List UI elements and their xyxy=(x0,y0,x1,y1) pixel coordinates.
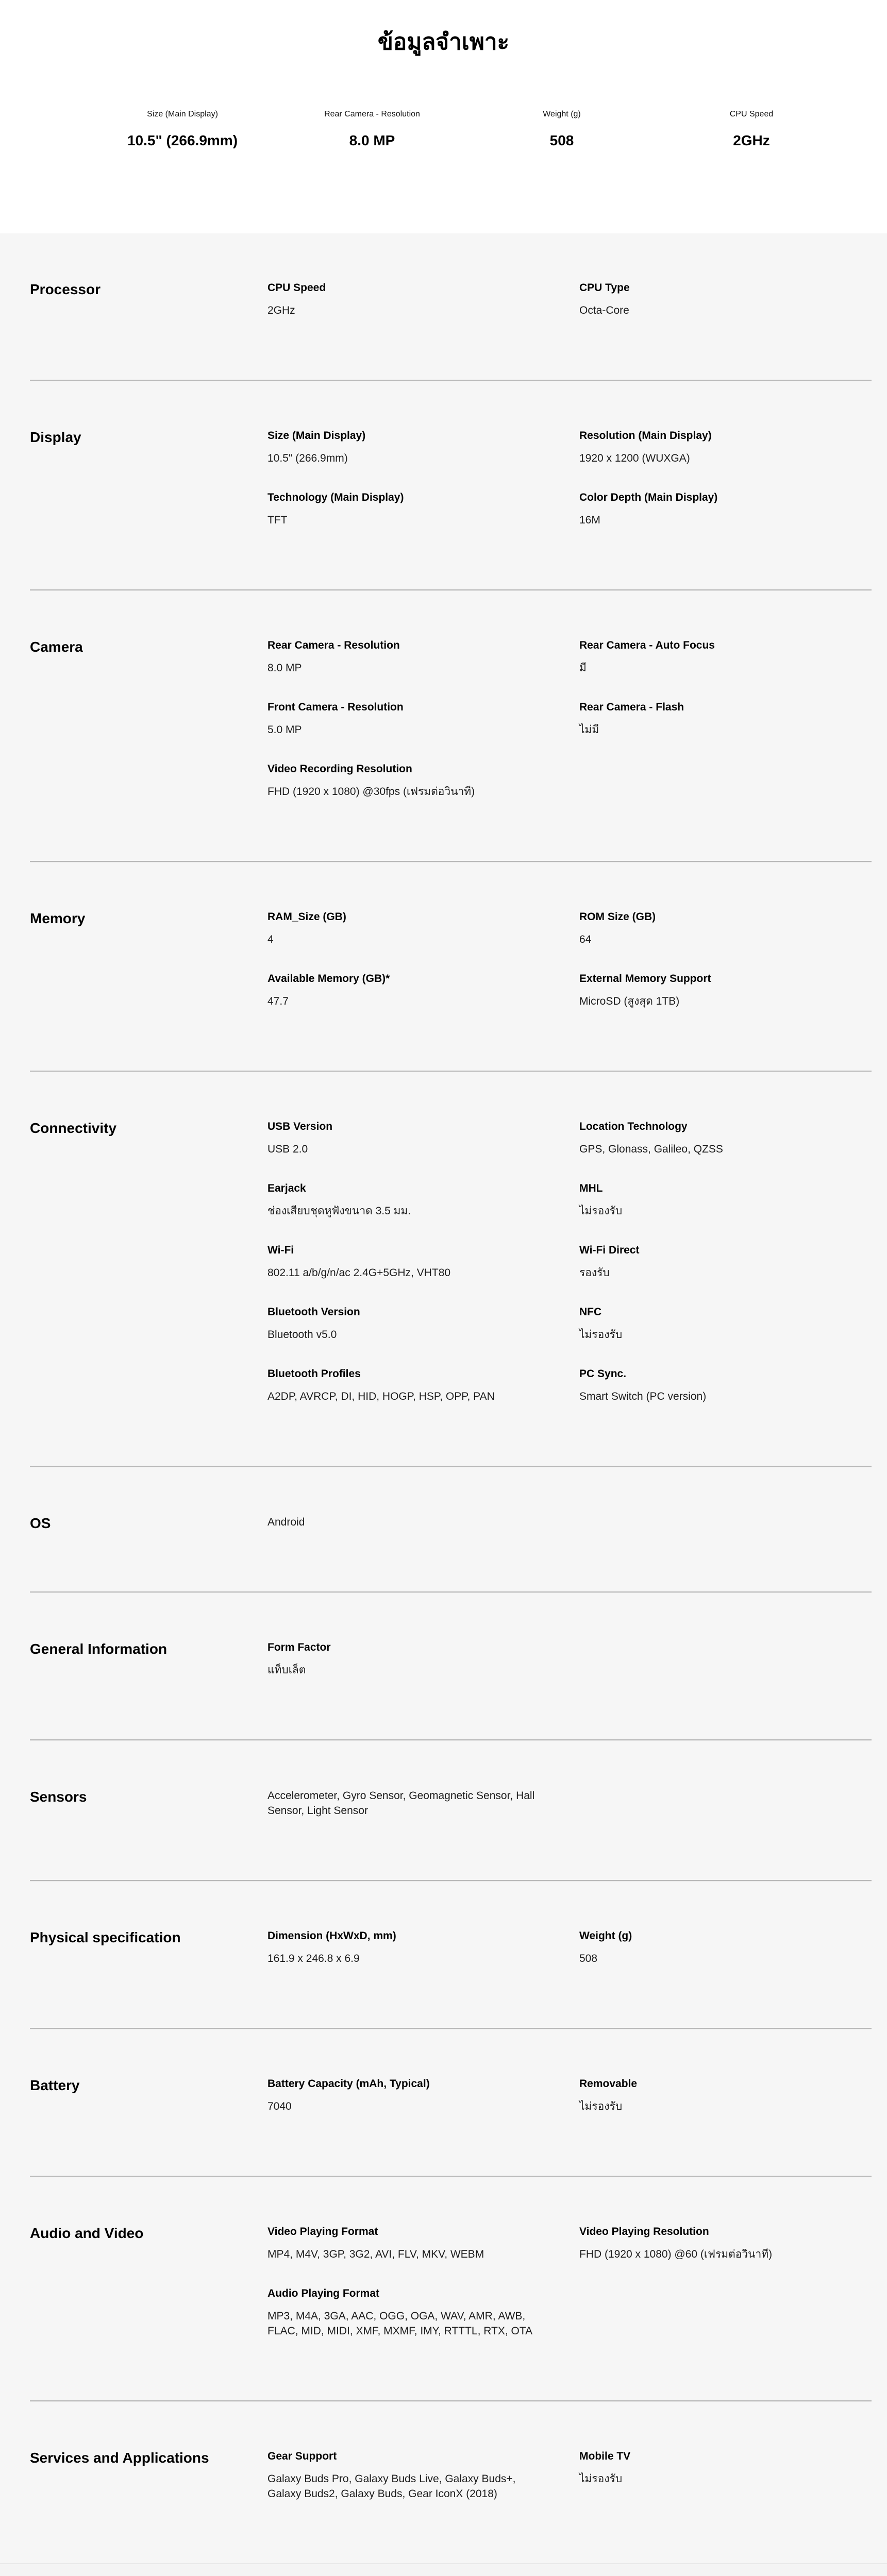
spec-value: ไม่รองรับ xyxy=(579,1205,623,1217)
spec-item xyxy=(267,490,579,528)
spec-label: Removable xyxy=(579,2078,638,2090)
spec-section xyxy=(0,381,887,589)
spec-item xyxy=(579,2077,872,2114)
section-title: Camera xyxy=(30,639,83,655)
spec-value: A2DP, AVRCP, DI, HID, HOGP, HSP, OPP, PAN xyxy=(267,1391,495,1402)
section-title: Processor xyxy=(30,281,101,297)
spec-section xyxy=(0,1467,887,1591)
spec-value: Smart Switch (PC version) xyxy=(579,1391,707,1402)
section-body xyxy=(267,1515,872,1554)
spec-item xyxy=(267,1640,579,1677)
spec-item xyxy=(267,1929,579,1966)
section-title: Audio and Video xyxy=(30,2225,144,2241)
spec-value: มี xyxy=(579,662,587,674)
spec-value: 8.0 MP xyxy=(267,662,302,674)
spec-section xyxy=(0,1072,887,1466)
spec-value: FHD (1920 x 1080) @60 (เฟรมต่อวินาที) xyxy=(579,2248,773,2260)
section-body xyxy=(267,281,872,343)
spec-label: Video Playing Resolution xyxy=(579,2226,709,2238)
section-title: Memory xyxy=(30,910,86,926)
section-body xyxy=(267,2225,872,2363)
highlight-label: Rear Camera - Resolution xyxy=(324,110,420,118)
spec-section xyxy=(0,1882,887,2028)
spec-item xyxy=(579,1367,872,1404)
spec-value: 4 xyxy=(267,934,274,945)
spec-value: 64 xyxy=(579,934,592,945)
spec-value: 161.9 x 246.8 x 6.9 xyxy=(267,1953,360,1964)
spec-item xyxy=(267,281,579,318)
spec-section xyxy=(0,862,887,1071)
highlight-value: 508 xyxy=(549,132,574,148)
spec-label: NFC xyxy=(579,1306,602,1318)
section-body xyxy=(267,1640,872,1702)
spec-label: CPU Speed xyxy=(267,282,326,294)
spec-label: RAM_Size (GB) xyxy=(267,911,346,923)
spec-value: Android xyxy=(267,1516,305,1528)
spec-value: 47.7 xyxy=(267,995,289,1007)
section-body xyxy=(267,2449,872,2526)
highlight-item xyxy=(277,109,467,149)
spec-section xyxy=(0,1593,887,1739)
spec-label: Audio Playing Format xyxy=(267,2287,380,2299)
spec-item xyxy=(267,1181,579,1218)
spec-item xyxy=(579,1929,872,1966)
section-title: Physical specification xyxy=(30,1929,181,1945)
spec-value: ช่องเสียบชุดหูฟังขนาด 3.5 มม. xyxy=(267,1205,411,1217)
spec-label: Earjack xyxy=(267,1182,306,1194)
spec-label: Technology (Main Display) xyxy=(267,492,404,503)
spec-value: Galaxy Buds Pro, Galaxy Buds Live, Galaxy Buds+, Galaxy Buds2, Galaxy Buds, Gear IconX (2018) xyxy=(267,2473,516,2500)
spec-item xyxy=(267,2225,579,2262)
spec-label: External Memory Support xyxy=(579,973,711,985)
section-title: Battery xyxy=(30,2077,80,2093)
spec-item xyxy=(267,1120,579,1157)
spec-item xyxy=(267,972,579,1009)
spec-item xyxy=(267,638,579,675)
spec-label: Color Depth (Main Display) xyxy=(579,492,718,503)
spec-value: 5.0 MP xyxy=(267,724,302,736)
spec-item xyxy=(579,1243,872,1280)
section-body xyxy=(267,429,872,552)
spec-item xyxy=(579,2225,872,2262)
section-title: General Information xyxy=(30,1641,168,1657)
spec-label: PC Sync. xyxy=(579,1368,627,1380)
spec-value: 1920 x 1200 (WUXGA) xyxy=(579,452,690,464)
spec-label: Video Playing Format xyxy=(267,2226,378,2238)
spec-section xyxy=(0,591,887,861)
page-title: ข้อมูลจำเพาะ xyxy=(377,29,510,55)
highlight-item xyxy=(657,109,846,149)
spec-value: แท็บเล็ต xyxy=(267,1664,306,1676)
highlight-value: 2GHz xyxy=(733,132,770,148)
spec-item xyxy=(579,638,872,675)
section-title: Services and Applications xyxy=(30,2450,209,2466)
highlight-label: Size (Main Display) xyxy=(147,110,218,118)
spec-value: MP4, M4V, 3GP, 3G2, AVI, FLV, MKV, WEBM xyxy=(267,2248,484,2260)
spec-item xyxy=(579,429,872,466)
spec-label: ROM Size (GB) xyxy=(579,911,656,923)
spec-label: USB Version xyxy=(267,1121,333,1132)
spec-value: รองรับ xyxy=(579,1267,610,1279)
spec-label: Bluetooth Profiles xyxy=(267,1368,361,1380)
spec-section xyxy=(0,2177,887,2400)
spec-hero xyxy=(0,0,887,233)
spec-label: Rear Camera - Flash xyxy=(579,701,684,713)
spec-item xyxy=(579,281,872,318)
spec-label: Bluetooth Version xyxy=(267,1306,360,1318)
section-body xyxy=(267,638,872,824)
spec-value: USB 2.0 xyxy=(267,1143,308,1155)
spec-value: MicroSD (สูงสุด 1TB) xyxy=(579,995,680,1007)
spec-label: Rear Camera - Resolution xyxy=(267,639,400,651)
highlight-item xyxy=(467,109,657,149)
spec-item xyxy=(267,2449,579,2501)
section-title: Connectivity xyxy=(30,1120,117,1136)
spec-label: Weight (g) xyxy=(579,1930,632,1942)
spec-label: Gear Support xyxy=(267,2450,337,2462)
spec-section xyxy=(0,2402,887,2563)
spec-value: 7040 xyxy=(267,2100,292,2112)
spec-item xyxy=(579,1120,872,1157)
highlight-label: Weight (g) xyxy=(543,110,581,118)
spec-item xyxy=(579,700,872,737)
spec-item xyxy=(267,429,579,466)
spec-value: ไม่มี xyxy=(579,724,599,736)
spec-label: Video Recording Resolution xyxy=(267,763,412,775)
spec-label: Form Factor xyxy=(267,1641,331,1653)
highlight-value: 10.5" (266.9mm) xyxy=(127,132,238,148)
spec-table xyxy=(0,233,887,2563)
spec-label: MHL xyxy=(579,1182,603,1194)
section-body xyxy=(267,2077,872,2139)
spec-value: GPS, Glonass, Galileo, QZSS xyxy=(579,1143,723,1155)
spec-value: MP3, M4A, 3GA, AAC, OGG, OGA, WAV, AMR, AWB, FLAC, MID, MIDI, XMF, MXMF, IMY, RTTTL, RTX, OTA xyxy=(267,2310,533,2337)
spec-value: TFT xyxy=(267,514,288,526)
spec-item xyxy=(267,2286,579,2338)
spec-value: 802.11 a/b/g/n/ac 2.4G+5GHz, VHT80 xyxy=(267,1267,451,1279)
highlight-row xyxy=(0,109,887,149)
highlight-label: CPU Speed xyxy=(729,110,774,118)
spec-item xyxy=(267,1243,579,1280)
spec-item xyxy=(267,1788,579,1818)
spec-label: Rear Camera - Auto Focus xyxy=(579,639,715,651)
section-body xyxy=(267,1929,872,1991)
spec-label: Wi-Fi xyxy=(267,1244,294,1256)
section-title: Display xyxy=(30,429,81,445)
section-body xyxy=(267,1788,872,1843)
spec-label: Available Memory (GB)* xyxy=(267,973,390,985)
spec-item xyxy=(579,972,872,1009)
spec-label: Location Technology xyxy=(579,1121,688,1132)
section-title: OS xyxy=(30,1515,51,1531)
highlight-value: 8.0 MP xyxy=(349,132,395,148)
spec-label: Wi-Fi Direct xyxy=(579,1244,640,1256)
footer-strip xyxy=(0,2564,887,2576)
section-title: Sensors xyxy=(30,1789,87,1805)
spec-item xyxy=(267,2077,579,2114)
spec-label: Mobile TV xyxy=(579,2450,631,2462)
spec-item xyxy=(267,1367,579,1404)
spec-item xyxy=(267,1515,579,1530)
spec-value: 2GHz xyxy=(267,304,295,316)
spec-section xyxy=(0,233,887,380)
spec-value: 508 xyxy=(579,1953,598,1964)
spec-item xyxy=(579,1181,872,1218)
spec-label: Battery Capacity (mAh, Typical) xyxy=(267,2078,430,2090)
spec-item xyxy=(267,700,579,737)
spec-section xyxy=(0,1741,887,1880)
spec-value: Accelerometer, Gyro Sensor, Geomagnetic Sensor, Hall Sensor, Light Sensor xyxy=(267,1790,535,1817)
spec-value: ไม่รองรับ xyxy=(579,2473,623,2485)
spec-section xyxy=(0,2029,887,2176)
spec-value: ไม่รองรับ xyxy=(579,1329,623,1341)
spec-item xyxy=(579,490,872,528)
spec-item xyxy=(579,2449,872,2486)
spec-value: 10.5" (266.9mm) xyxy=(267,452,348,464)
spec-label: Resolution (Main Display) xyxy=(579,430,712,442)
spec-label: Dimension (HxWxD, mm) xyxy=(267,1930,396,1942)
spec-label: CPU Type xyxy=(579,282,630,294)
spec-label: Size (Main Display) xyxy=(267,430,366,442)
spec-item xyxy=(267,910,579,947)
spec-value: Octa-Core xyxy=(579,304,629,316)
spec-label: Front Camera - Resolution xyxy=(267,701,404,713)
spec-value: 16M xyxy=(579,514,600,526)
highlight-item xyxy=(88,109,277,149)
spec-item xyxy=(267,1305,579,1342)
section-body xyxy=(267,910,872,1033)
spec-value: Bluetooth v5.0 xyxy=(267,1329,337,1341)
spec-value: ไม่รองรับ xyxy=(579,2100,623,2112)
spec-value: FHD (1920 x 1080) @30fps (เฟรมต่อวินาที) xyxy=(267,786,475,798)
section-body xyxy=(267,1120,872,1429)
spec-item xyxy=(267,762,579,799)
spec-item xyxy=(579,910,872,947)
spec-item xyxy=(579,1305,872,1342)
